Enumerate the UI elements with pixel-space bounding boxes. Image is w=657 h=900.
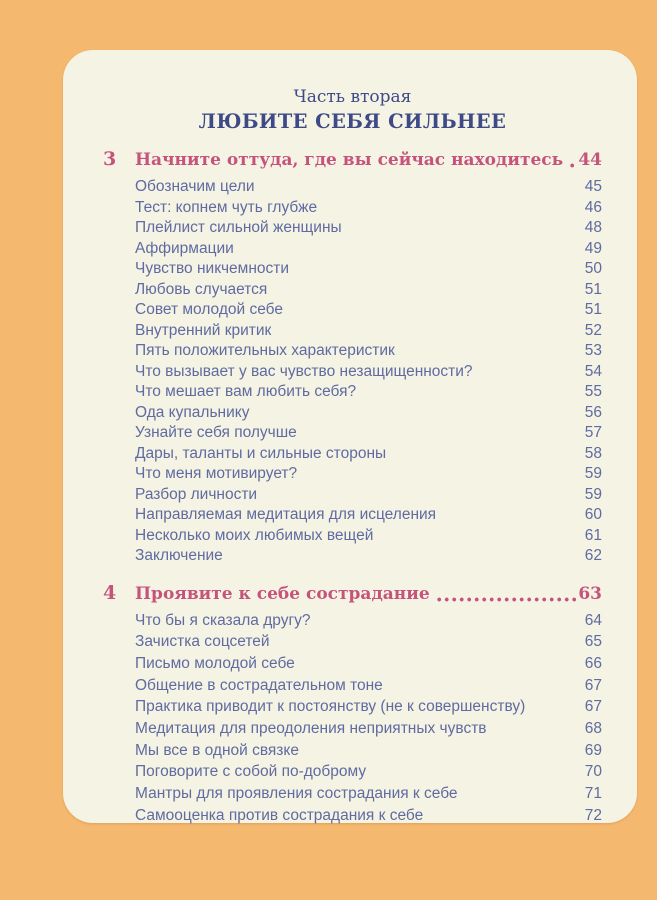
entry-label: Что меня мотивирует? [135,465,298,482]
dot-leader [570,162,576,169]
toc-entry [135,486,602,507]
entry-page-number: 49 [584,239,602,257]
entry-page-number: 58 [584,444,602,462]
chapters-list [103,148,602,828]
toc-entry [135,260,602,281]
entry-label: Мы все в одной связке [135,741,299,759]
toc-entry [135,698,602,720]
entry-label: Общение в сострадательном тоне [135,676,383,694]
toc-entry [135,720,602,742]
toc-entry [135,363,602,384]
toc-entry [135,383,602,404]
toc-entry [135,807,602,829]
entry-page-number: 72 [584,806,602,824]
entry-page-number: 59 [584,465,602,482]
toc-entry [135,199,602,220]
chapter-title: Начните оттуда, где вы сейчас находитесь [135,150,564,170]
entry-label: Что вызывает у вас чувство незащищенности? [135,362,473,380]
entry-page-number: 53 [584,342,602,359]
entry-page-number: 46 [584,198,602,216]
toc-entry [135,742,602,764]
toc-entry [135,342,602,363]
entry-label: Самооценка против сострадания к себе [135,806,424,824]
entry-label: Поговорите с собой по-доброму [135,763,367,781]
toc-entry [135,547,602,568]
entry-label: Плейлист сильной женщины [135,219,342,236]
entry-label: Несколько моих любимых вещей [135,526,374,544]
entry-label: Совет молодой себе [135,301,283,318]
entry-page-number: 48 [584,219,602,236]
entry-label: Узнайте себя получше [135,424,297,441]
entry-label: Тест: копнем чуть глубже [135,198,318,216]
entry-label: Медитация для преодоления неприятных чувств [135,719,487,737]
chapter-block [103,148,602,568]
entry-page-number: 57 [584,424,602,441]
entry-label: Дары, таланты и сильные стороны [135,444,387,462]
entry-page-number: 68 [584,719,602,737]
entry-page-number: 62 [584,547,602,564]
toc-entry [135,633,602,655]
toc-entry [135,404,602,425]
toc-entry [135,763,602,785]
entry-label: Практика приводит к постоянству (не к совершенству) [135,698,526,716]
chapter-entries [135,178,602,568]
dot-leader [437,596,577,603]
entry-page-number: 55 [584,383,602,400]
entry-label: Что мешает вам любить себя? [135,383,357,400]
entry-page-number: 67 [584,676,602,694]
toc-entry [135,178,602,199]
entry-label: Пять положительных характеристик [135,342,395,359]
entry-label: Что бы я сказала другу? [135,611,311,629]
chapter-heading [103,148,602,172]
toc-book-page [63,50,637,823]
part-label: Часть вторая [293,87,412,107]
entry-page-number: 67 [584,698,602,716]
chapter-block [103,582,602,829]
entry-page-number: 61 [584,526,602,544]
entry-label: Аффирмации [135,239,234,257]
entry-label: Чувство никчемности [135,260,290,277]
entry-label: Разбор личности [135,485,258,503]
entry-page-number: 56 [584,403,602,421]
toc-entry [135,301,602,322]
chapter-entries [135,612,602,829]
entry-label: Внутренний критик [135,321,272,339]
entry-page-number: 69 [584,741,602,759]
toc-entry [135,527,602,548]
entry-page-number: 71 [584,785,602,802]
entry-page-number: 54 [584,362,602,380]
toc-entry [135,655,602,677]
toc-entry [135,506,602,527]
chapter-number: 3 [103,148,117,170]
toc-entry [135,240,602,261]
entry-label: Заключение [135,547,223,564]
toc-entry [135,677,602,699]
toc-entry [135,785,602,807]
chapter-page-number: 63 [578,583,602,604]
entry-page-number: 51 [584,301,602,318]
entry-page-number: 60 [584,506,602,523]
entry-page-number: 51 [584,280,602,298]
entry-label: Направляемая медитация для исцеления [135,506,437,523]
entry-page-number: 50 [584,260,602,277]
entry-label: Ода купальнику [135,403,250,421]
entry-page-number: 70 [584,763,602,781]
toc-entry [135,445,602,466]
entry-page-number: 45 [584,178,602,195]
entry-label: Зачистка соцсетей [135,633,270,651]
entry-label: Обозначим цели [135,178,255,195]
chapter-number: 4 [103,581,117,604]
entry-page-number: 64 [584,611,602,629]
entry-page-number: 65 [584,633,602,651]
entry-page-number: 52 [584,321,602,339]
chapter-heading [103,582,602,606]
chapter-title: Проявите к себе сострадание [135,583,430,604]
toc-entry [135,612,602,634]
toc-entry [135,219,602,240]
part-title: ЛЮБИТЕ СЕБЯ СИЛЬНЕЕ [198,110,507,133]
entry-label: Письмо молодой себе [135,654,295,672]
chapter-page-number: 44 [578,150,602,170]
toc-entry [135,322,602,343]
entry-label: Мантры для проявления сострадания к себе [135,785,458,802]
toc-entry [135,281,602,302]
toc-entry [135,424,602,445]
entry-page-number: 59 [584,485,602,503]
toc-entry [135,465,602,486]
entry-page-number: 66 [584,654,602,672]
entry-label: Любовь случается [135,280,268,298]
